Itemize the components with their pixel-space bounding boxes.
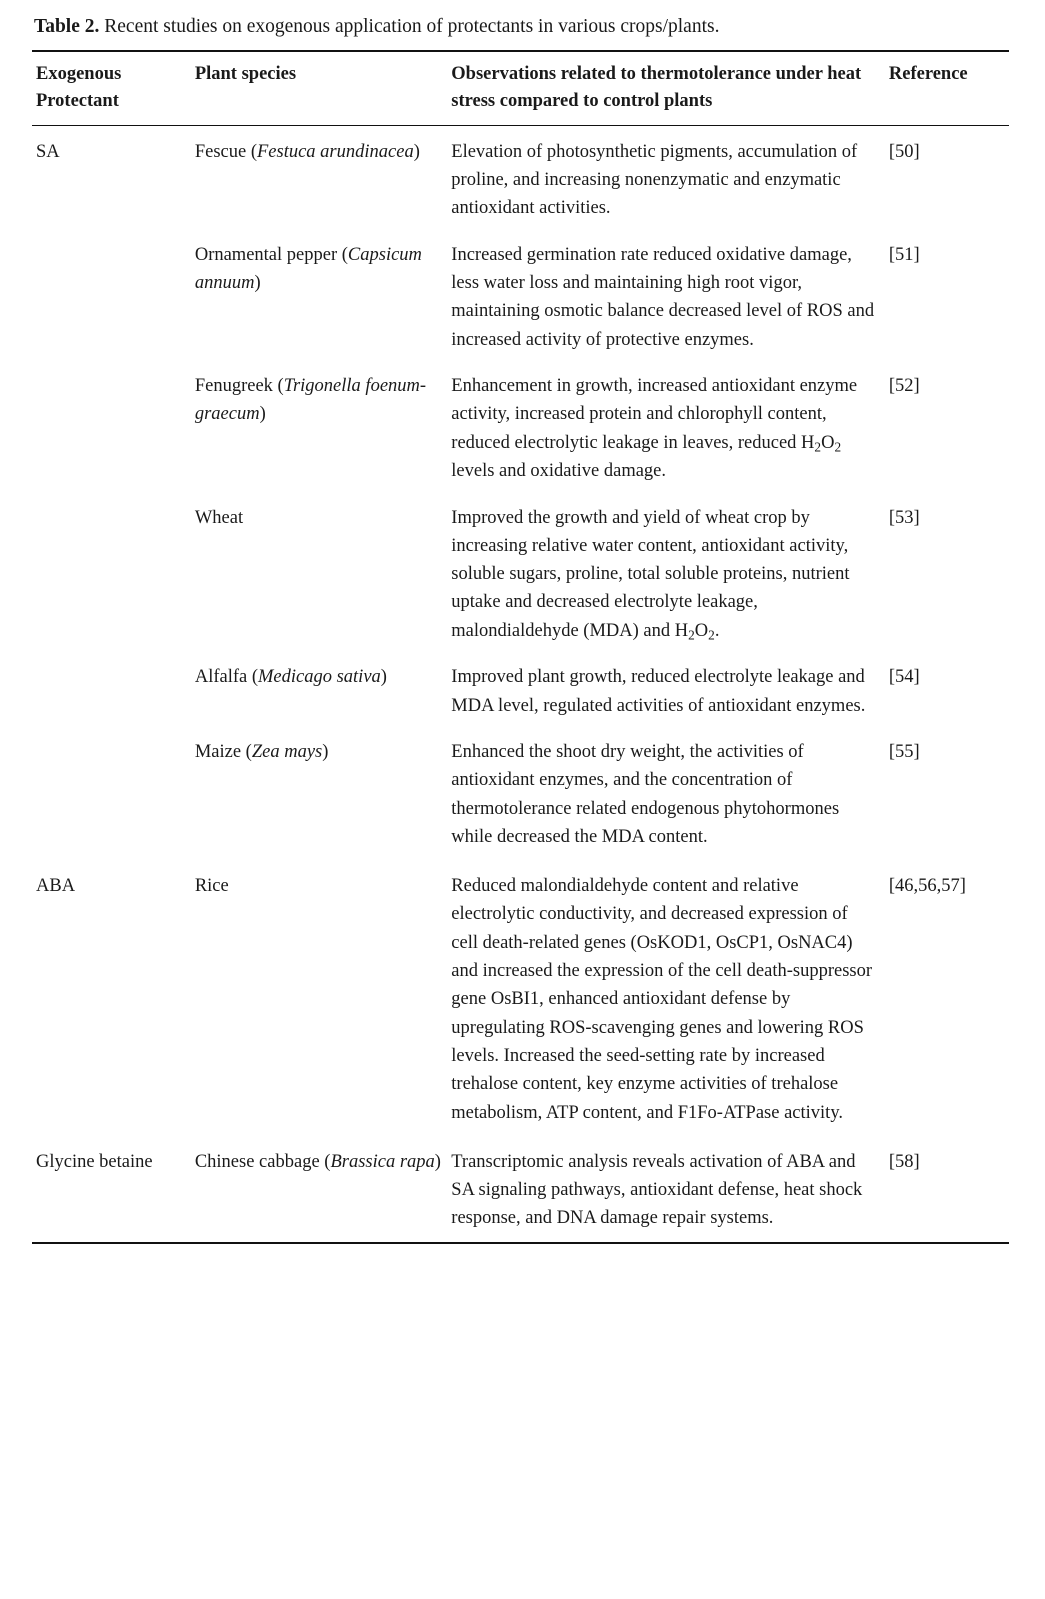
cell-observations: Reduced malondialdehyde content and relative electrolytic conductivity, and decreased expression of cell death-related genes (OsKOD1, OsCP1, OsNAC4) and increased the expression of the cell death-suppressor gene OsBI1, enhanced antioxidant defense by upregulating ROS-scavenging genes and lowering ROS levels. Increased the seed-setting rate by increased trehalose content, key enzyme activities of trehalose metabolism, ATP content, and F1Fo-ATPase activity. bbox=[451, 876, 873, 1123]
cell-reference: [50] bbox=[888, 141, 920, 162]
table-row bbox=[32, 232, 1009, 363]
table-row bbox=[32, 363, 1009, 495]
cell-species: Wheat bbox=[194, 507, 244, 528]
table-row bbox=[32, 729, 1009, 860]
table-row bbox=[32, 1136, 1009, 1243]
table-row bbox=[32, 125, 1009, 231]
column-header-species: Plant species bbox=[194, 64, 297, 85]
cell-protectant: ABA bbox=[36, 876, 76, 897]
table-header bbox=[32, 51, 1009, 125]
cell-reference: [51] bbox=[888, 244, 920, 265]
cell-reference: [46,56,57] bbox=[888, 876, 966, 897]
cell-protectant bbox=[32, 495, 195, 655]
cell-reference: [53] bbox=[888, 507, 920, 528]
column-header-protectant: Exogenous Protectant bbox=[36, 64, 122, 111]
table-caption bbox=[32, 14, 1009, 40]
cell-protectant: Glycine betaine bbox=[36, 1151, 153, 1172]
protectants-table bbox=[32, 50, 1009, 1243]
column-header-observations: Observations related to thermotolerance under heat stress compared to control plants bbox=[451, 64, 862, 111]
cell-observations: Improved plant growth, reduced electrolyte leakage and MDA level, regulated activities of antioxidant enzymes. bbox=[451, 667, 866, 716]
cell-species: Rice bbox=[194, 876, 229, 897]
table-header-row bbox=[32, 51, 1009, 125]
table-caption-text: Recent studies on exogenous application of protectants in various crops/plants. bbox=[99, 16, 720, 37]
table-row bbox=[32, 654, 1009, 729]
column-header-reference: Reference bbox=[888, 64, 968, 85]
cell-protectant bbox=[32, 363, 195, 495]
cell-reference: [58] bbox=[888, 1151, 920, 1172]
cell-species: Fenugreek (Trigonella foenum-graecum) bbox=[194, 375, 427, 425]
cell-observations: Elevation of photosynthetic pigments, accumulation of proline, and increasing nonenzymatic and enzymatic antioxidant activities. bbox=[451, 141, 858, 219]
cell-observations: Transcriptomic analysis reveals activation of ABA and SA signaling pathways, antioxidant defense, heat shock response, and DNA damage repair systems. bbox=[451, 1151, 863, 1229]
cell-species: Maize (Zea mays) bbox=[194, 741, 329, 762]
cell-observations: Increased germination rate reduced oxidative damage, less water loss and maintaining high root vigor, maintaining osmotic balance decreased level of ROS and increased activity of protective enzymes. bbox=[451, 244, 875, 350]
table-caption-label: Table 2. bbox=[34, 16, 100, 37]
cell-protectant bbox=[32, 729, 195, 860]
cell-protectant bbox=[32, 654, 195, 729]
cell-reference: [55] bbox=[888, 741, 920, 762]
cell-species: Ornamental pepper (Capsicum annuum) bbox=[194, 244, 422, 294]
cell-protectant bbox=[32, 232, 195, 363]
cell-species: Fescue (Festuca arundinacea) bbox=[194, 141, 420, 162]
table-body bbox=[32, 125, 1009, 1242]
cell-observations: Enhancement in growth, increased antioxidant enzyme activity, increased protein and chlorophyll content, reduced electrolytic leakage in leaves, reduced $H_2O_2$ levels and oxidative damage. bbox=[451, 375, 858, 482]
cell-protectant: SA bbox=[36, 141, 60, 162]
cell-species: Alfalfa (Medicago sativa) bbox=[194, 667, 387, 688]
cell-observations: Improved the growth and yield of wheat crop by increasing relative water content, antioxidant activity, soluble sugars, proline, total soluble proteins, nutrient uptake and decreased electrolyte leakage, malondialdehyde (MDA) and $H_2O_2$. bbox=[451, 507, 850, 643]
cell-reference: [54] bbox=[888, 667, 920, 688]
cell-reference: [52] bbox=[888, 375, 920, 396]
table-row bbox=[32, 860, 1009, 1136]
cell-observations: Enhanced the shoot dry weight, the activities of antioxidant enzymes, and the concentration of thermotolerance related endogenous phytohormones while decreased the MDA content. bbox=[451, 741, 840, 847]
cell-species: Chinese cabbage (Brassica rapa) bbox=[194, 1151, 441, 1172]
table-row bbox=[32, 495, 1009, 655]
